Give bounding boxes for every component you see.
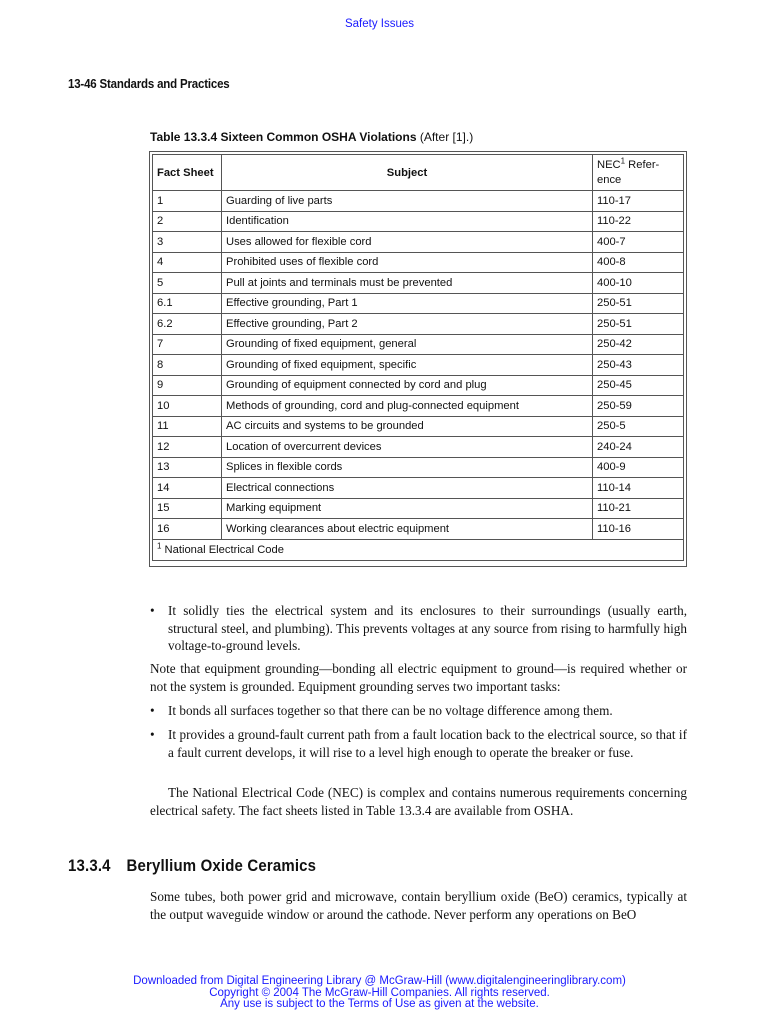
cell-subject: Grounding of equipment connected by cord and plug <box>222 375 593 396</box>
osha-violations-table <box>152 154 684 561</box>
table-row <box>153 498 684 519</box>
cell-fact-sheet: 4 <box>153 252 222 273</box>
cell-subject: Effective grounding, Part 1 <box>222 293 593 314</box>
cell-subject: Guarding of live parts <box>222 191 593 212</box>
cell-subject: Methods of grounding, cord and plug-connected equipment <box>222 396 593 417</box>
cell-subject: Effective grounding, Part 2 <box>222 314 593 335</box>
running-head: 13-46 Standards and Practices <box>68 77 230 91</box>
cell-fact-sheet: 11 <box>153 416 222 437</box>
cell-nec-reference: 400-7 <box>593 232 684 253</box>
cell-fact-sheet: 5 <box>153 273 222 294</box>
footnote-text: National Electrical Code <box>161 543 284 556</box>
bullet-item-bonds-surfaces <box>150 702 687 720</box>
table-row <box>153 457 684 478</box>
cell-subject: Prohibited uses of flexible cord <box>222 252 593 273</box>
section-title: Beryllium Oxide Ceramics <box>126 856 317 875</box>
cell-fact-sheet: 10 <box>153 396 222 417</box>
cell-nec-reference: 250-5 <box>593 416 684 437</box>
nec-reference-label: Refer-ence <box>597 158 660 186</box>
col-header-nec-reference <box>593 155 684 191</box>
cell-fact-sheet: 15 <box>153 498 222 519</box>
footer-download-link[interactable]: Downloaded from Digital Engineering Library @ McGraw-Hill (www.digitalengineeringlibrary.com) <box>133 975 626 987</box>
bullet-marker: • <box>150 603 155 618</box>
cell-subject: Marking equipment <box>222 498 593 519</box>
table-caption-rest: (After [1].) <box>416 130 474 144</box>
bullet-text: It provides a ground-fault current path from a fault location back to the electrical source, so that if a fault current develops, it will rise to a level high enough to operate the breaker or fuse. <box>168 727 687 760</box>
cell-fact-sheet: 12 <box>153 437 222 458</box>
cell-nec-reference: 240-24 <box>593 437 684 458</box>
cell-nec-reference: 110-17 <box>593 191 684 212</box>
cell-fact-sheet: 7 <box>153 334 222 355</box>
cell-fact-sheet: 13 <box>153 457 222 478</box>
footnote-mark: 1 <box>157 540 162 550</box>
table-row <box>153 355 684 376</box>
cell-subject: Working clearances about electric equipment <box>222 519 593 540</box>
top-link-safety-issues[interactable]: Safety Issues <box>344 18 415 30</box>
cell-nec-reference: 250-42 <box>593 334 684 355</box>
cell-subject: Location of overcurrent devices <box>222 437 593 458</box>
cell-nec-reference: 110-16 <box>593 519 684 540</box>
footer-copyright: Copyright © 2004 The McGraw-Hill Companies. All rights reserved. <box>209 986 550 999</box>
cell-fact-sheet: 3 <box>153 232 222 253</box>
table-footnote-row <box>153 539 684 560</box>
cell-nec-reference: 250-45 <box>593 375 684 396</box>
table-caption-bold: Table 13.3.4 Sixteen Common OSHA Violations <box>150 130 417 144</box>
cell-subject: Identification <box>222 211 593 232</box>
paragraph-equipment-grounding: Note that equipment grounding—bonding all electric equipment to ground—is required whether or not the system is grounded. Equipment grounding serves two important tasks: <box>150 661 687 694</box>
cell-nec-reference: 110-22 <box>593 211 684 232</box>
table-row <box>153 191 684 212</box>
table-row <box>153 211 684 232</box>
osha-table-frame <box>149 151 687 567</box>
table-row <box>153 396 684 417</box>
table-row <box>153 519 684 540</box>
cell-nec-reference: 250-59 <box>593 396 684 417</box>
table-row <box>153 232 684 253</box>
col-header-subject: Subject <box>222 155 593 191</box>
table-row <box>153 273 684 294</box>
cell-subject: Splices in flexible cords <box>222 457 593 478</box>
paragraph-beryllium: Some tubes, both power grid and microwave, contain beryllium oxide (BeO) ceramics, typically at the output waveguide window or around the cathode. Never perform any operations on BeO <box>150 889 687 922</box>
table-body <box>153 191 684 540</box>
cell-fact-sheet: 1 <box>153 191 222 212</box>
table-row <box>153 293 684 314</box>
nec-label: NEC <box>597 158 621 171</box>
table-row <box>153 334 684 355</box>
bullet-marker: • <box>150 727 155 742</box>
table-row <box>153 437 684 458</box>
section-number: 13.3.4 <box>68 856 111 875</box>
cell-nec-reference: 400-8 <box>593 252 684 273</box>
cell-nec-reference: 110-21 <box>593 498 684 519</box>
cell-fact-sheet: 6.1 <box>153 293 222 314</box>
bullet-text: It solidly ties the electrical system and its enclosures to their surroundings (usually earth, structural steel, and plumbing). This prevents voltages at any source from rising to harmfully high voltage-to-ground levels. <box>168 603 687 653</box>
nec-footnote-mark: 1 <box>620 155 626 165</box>
cell-subject: Uses allowed for flexible cord <box>222 232 593 253</box>
cell-fact-sheet: 9 <box>153 375 222 396</box>
cell-subject: Grounding of fixed equipment, specific <box>222 355 593 376</box>
cell-fact-sheet: 6.2 <box>153 314 222 335</box>
cell-subject: Grounding of fixed equipment, general <box>222 334 593 355</box>
col-header-fact-sheet: Fact Sheet <box>153 155 222 191</box>
cell-subject: Pull at joints and terminals must be prevented <box>222 273 593 294</box>
table-row <box>153 375 684 396</box>
cell-fact-sheet: 2 <box>153 211 222 232</box>
cell-nec-reference: 400-9 <box>593 457 684 478</box>
table-row <box>153 314 684 335</box>
cell-nec-reference: 400-10 <box>593 273 684 294</box>
bullet-item-ties-system <box>150 602 687 655</box>
cell-fact-sheet: 16 <box>153 519 222 540</box>
table-row <box>153 478 684 499</box>
cell-subject: AC circuits and systems to be grounded <box>222 416 593 437</box>
footer-terms-link[interactable]: Any use is subject to the Terms of Use as given at the website. <box>220 998 539 1010</box>
bullet-text: It bonds all surfaces together so that there can be no voltage difference among them. <box>168 703 613 718</box>
cell-nec-reference: 250-51 <box>593 314 684 335</box>
paragraph-nec: The National Electrical Code (NEC) is complex and contains numerous requirements concerning electrical safety. The fact sheets listed in Table 13.3.4 are available from OSHA. <box>150 785 687 818</box>
footer <box>0 976 759 1011</box>
table-header-row <box>153 155 684 191</box>
cell-nec-reference: 110-14 <box>593 478 684 499</box>
cell-nec-reference: 250-51 <box>593 293 684 314</box>
table-row <box>153 416 684 437</box>
section-heading <box>68 856 316 876</box>
bullet-item-fault-path <box>150 726 687 761</box>
cell-fact-sheet: 8 <box>153 355 222 376</box>
table-row <box>153 252 684 273</box>
table-footnote <box>153 539 684 560</box>
table-caption <box>150 130 473 144</box>
cell-fact-sheet: 14 <box>153 478 222 499</box>
cell-nec-reference: 250-43 <box>593 355 684 376</box>
cell-subject: Electrical connections <box>222 478 593 499</box>
bullet-marker: • <box>150 703 155 718</box>
